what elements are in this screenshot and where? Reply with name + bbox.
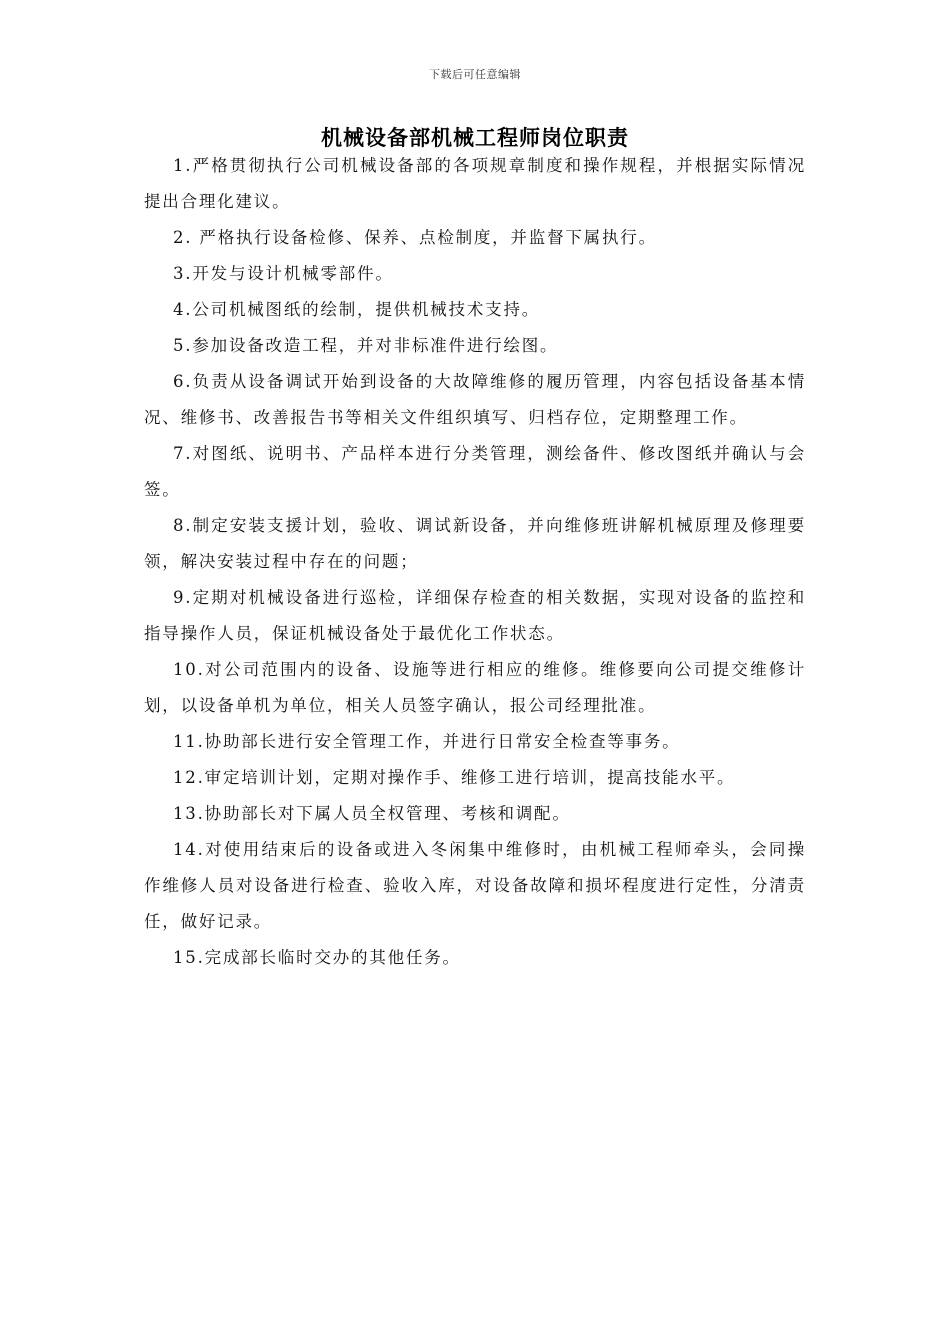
duty-item-9: 9.定期对机械设备进行巡检，详细保存检查的相关数据，实现对设备的监控和指导操作人员，保证机械设备处于最优化工作状态。 <box>144 588 806 643</box>
duty-item-8: 8.制定安装支援计划，验收、调试新设备，并向维修班讲解机械原理及修理要领，解决安装过程中存在的问题； <box>144 516 806 571</box>
duty-item-4: 4.公司机械图纸的绘制，提供机械技术支持。 <box>173 300 541 319</box>
duty-item-12: 12.审定培训计划，定期对操作手、维修工进行培训，提高技能水平。 <box>173 768 736 787</box>
duty-item-1: 1.严格贯彻执行公司机械设备部的各项规章制度和操作规程，并根据实际情况提出合理化建议。 <box>144 156 806 211</box>
duty-item-3: 3.开发与设计机械零部件。 <box>173 264 394 283</box>
document-body <box>144 148 806 976</box>
duty-item-15: 15.完成部长临时交办的其他任务。 <box>173 948 461 967</box>
duty-item-13: 13.协助部长对下属人员全权管理、考核和调配。 <box>173 804 571 823</box>
document-title: 机械设备部机械工程师岗位职责 <box>321 125 629 150</box>
duty-item-7: 7.对图纸、说明书、产品样本进行分类管理，测绘备件、修改图纸并确认与会签。 <box>144 444 806 499</box>
duty-item-14: 14.对使用结束后的设备或进入冬闲集中维修时，由机械工程师牵头，会同操作维修人员对设备进行检查、验收入库，对设备故障和损坏程度进行定性，分清责任，做好记录。 <box>144 840 806 931</box>
duty-item-2: 2. 严格执行设备检修、保养、点检制度，并监督下属执行。 <box>173 228 657 247</box>
duty-item-6: 6.负责从设备调试开始到设备的大故障维修的履历管理，内容包括设备基本情况、维修书、改善报告书等相关文件组织填写、归档存位，定期整理工作。 <box>144 372 806 427</box>
header-note: 下载后可任意编辑 <box>429 68 521 81</box>
duty-item-11: 11.协助部长进行安全管理工作，并进行日常安全检查等事务。 <box>173 732 681 751</box>
duty-item-10: 10.对公司范围内的设备、设施等进行相应的维修。维修要向公司提交维修计划，以设备单机为单位，相关人员签字确认，报公司经理批准。 <box>144 660 806 715</box>
duty-item-5: 5.参加设备改造工程，并对非标准件进行绘图。 <box>173 336 559 355</box>
